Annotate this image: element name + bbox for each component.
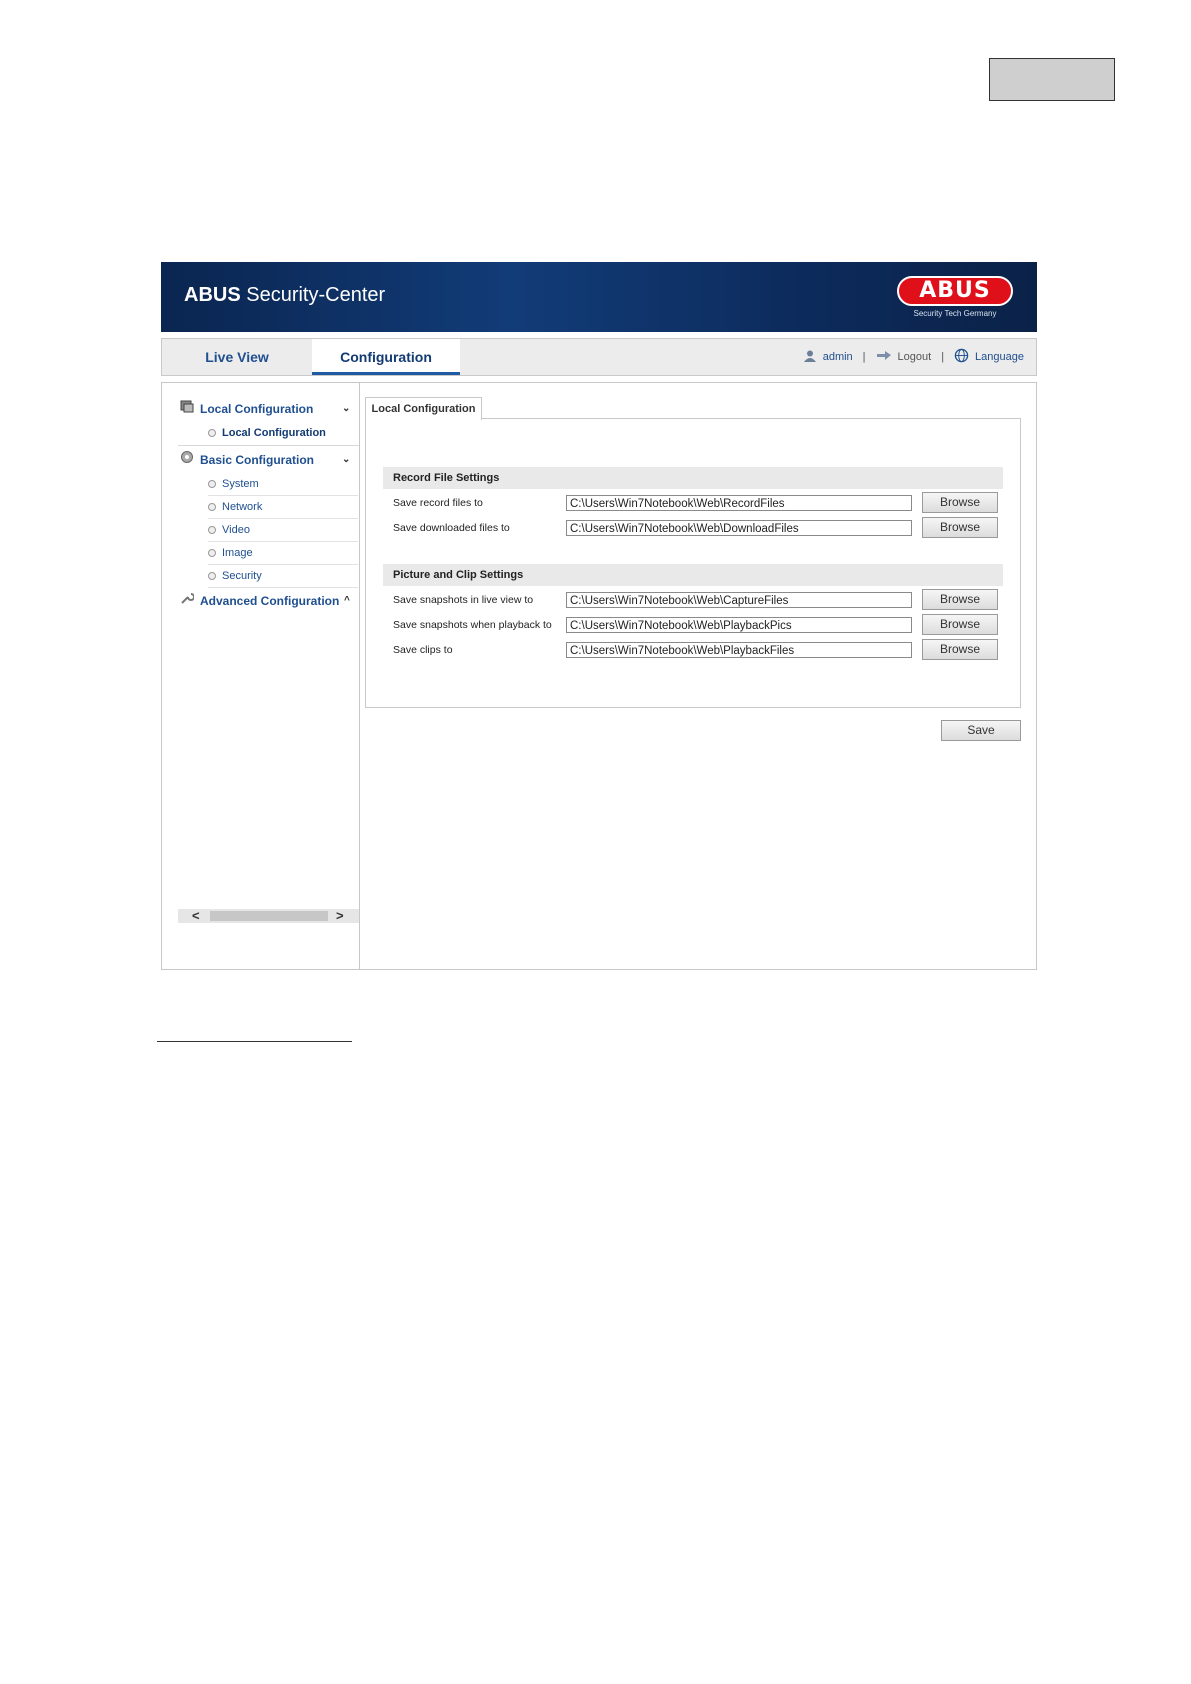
sidebar-item-network[interactable] <box>208 496 358 519</box>
sidebar-item-label: Security <box>222 570 262 582</box>
language-link[interactable]: Language <box>975 351 1024 363</box>
user-name[interactable]: admin <box>822 351 853 363</box>
local-configuration-panel <box>365 418 1021 708</box>
user-menu <box>803 339 1024 375</box>
logout-link[interactable]: Logout <box>897 351 932 363</box>
abus-logo <box>895 276 1015 322</box>
sidebar-local-configuration-label: Local Configuration <box>200 402 314 416</box>
sidebar-item-label: Video <box>222 524 250 536</box>
scroll-right-icon[interactable]: > <box>336 908 344 923</box>
sidebar-local-configuration[interactable] <box>180 398 351 420</box>
header-banner <box>161 262 1037 332</box>
globe-icon <box>954 348 969 366</box>
abus-logo-text: ABUS <box>897 276 1013 306</box>
browse-record-files-button[interactable]: Browse <box>922 492 998 513</box>
abus-security-center-window <box>161 262 1037 970</box>
wrench-icon <box>180 590 194 612</box>
browse-downloaded-files-button[interactable]: Browse <box>922 517 998 538</box>
sidebar-basic-configuration[interactable] <box>180 449 351 471</box>
save-clips-label: Save clips to <box>393 644 453 656</box>
nav-separator: | <box>862 351 866 363</box>
sidebar <box>162 383 360 969</box>
save-snapshots-playback-label: Save snapshots when playback to <box>393 619 552 631</box>
local-config-icon <box>180 398 194 420</box>
save-button[interactable]: Save <box>941 720 1021 741</box>
save-record-files-label: Save record files to <box>393 497 483 509</box>
chevron-up-icon: ^ <box>344 595 350 606</box>
sidebar-item-label: System <box>222 478 259 490</box>
sidebar-item-local-configuration[interactable] <box>208 422 358 444</box>
sidebar-scrollbar[interactable] <box>178 909 359 923</box>
user-icon <box>803 349 817 366</box>
bullet-icon <box>208 572 216 580</box>
sidebar-basic-configuration-label: Basic Configuration <box>200 453 315 467</box>
playback-pics-path-field[interactable]: C:\Users\Win7Notebook\Web\PlaybackPics <box>566 617 912 633</box>
record-file-settings-heading: Record File Settings <box>383 467 1003 489</box>
footnote-divider <box>157 1041 352 1042</box>
chevron-down-icon: ⌄ <box>342 403 351 414</box>
picture-clip-settings-heading: Picture and Clip Settings <box>383 564 1003 586</box>
nav-separator: | <box>941 351 945 363</box>
bullet-icon <box>208 526 216 534</box>
gear-icon <box>180 449 194 471</box>
scroll-left-icon[interactable]: < <box>192 908 200 923</box>
record-files-path-field[interactable]: C:\Users\Win7Notebook\Web\RecordFiles <box>566 495 912 511</box>
bullet-icon <box>208 549 216 557</box>
sidebar-item-system[interactable] <box>208 473 358 496</box>
scrollbar-thumb[interactable] <box>210 911 328 921</box>
abus-logo-tagline: Security Tech Germany <box>913 309 997 318</box>
browse-playback-files-button[interactable]: Browse <box>922 639 998 660</box>
playback-files-path-field[interactable]: C:\Users\Win7Notebook\Web\PlaybackFiles <box>566 642 912 658</box>
downloaded-files-path-field[interactable]: C:\Users\Win7Notebook\Web\DownloadFiles <box>566 520 912 536</box>
sidebar-item-security[interactable] <box>208 565 358 588</box>
save-snapshots-live-label: Save snapshots in live view to <box>393 594 534 606</box>
logout-icon <box>876 350 892 365</box>
sidebar-item-image[interactable] <box>208 542 358 565</box>
browse-capture-files-button[interactable]: Browse <box>922 589 998 610</box>
sidebar-item-label: Image <box>222 547 253 559</box>
bullet-icon <box>208 480 216 488</box>
main-panel <box>161 382 1037 970</box>
bullet-icon <box>208 429 216 437</box>
sidebar-item-label: Local Configuration <box>222 427 326 439</box>
page-number-box <box>989 58 1115 101</box>
browse-playback-pics-button[interactable]: Browse <box>922 614 998 635</box>
sidebar-advanced-configuration[interactable] <box>180 590 350 612</box>
tab-configuration[interactable]: Configuration <box>312 339 460 375</box>
sidebar-advanced-configuration-label: Advanced Configuration <box>200 594 340 608</box>
top-nav <box>161 338 1037 376</box>
app-title: ABUS Security-Center <box>184 284 386 306</box>
chevron-down-icon: ⌄ <box>342 454 351 465</box>
tab-live-view[interactable]: Live View <box>205 349 269 365</box>
divider <box>178 445 359 446</box>
sidebar-item-video[interactable] <box>208 519 358 542</box>
capture-files-path-field[interactable]: C:\Users\Win7Notebook\Web\CaptureFiles <box>566 592 912 608</box>
bullet-icon <box>208 503 216 511</box>
tab-local-configuration[interactable]: Local Configuration <box>365 397 482 420</box>
sidebar-item-label: Network <box>222 501 263 513</box>
save-downloaded-files-label: Save downloaded files to <box>393 522 510 534</box>
